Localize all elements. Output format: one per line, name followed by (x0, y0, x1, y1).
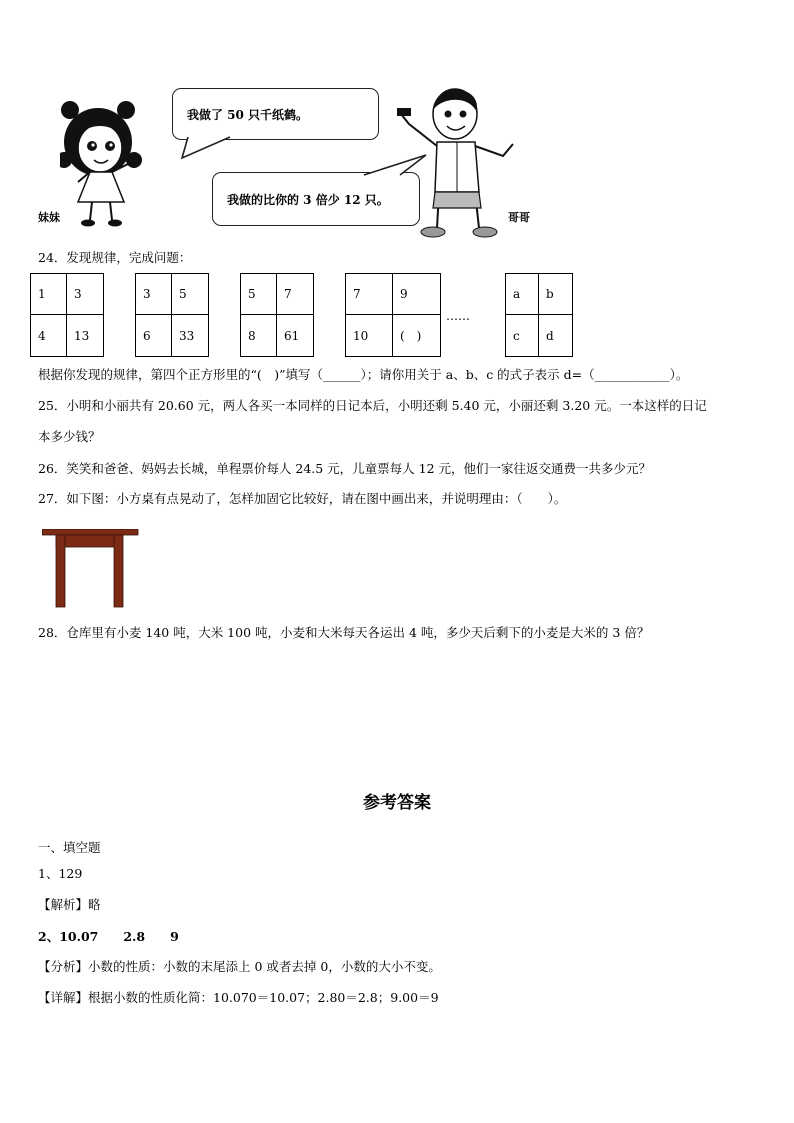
question-26: 26．笑笑和爸爸、妈妈去长城，单程票价每人 24.5 元，儿童票每人 12 元，他们一家往返交通费一共多少元？ (38, 461, 652, 476)
answer-2-analysis: 【分析】小数的性质：小数的末尾添上 0 或者去掉 0，小数的大小不变。 (38, 959, 441, 974)
pattern-grid-1 (30, 273, 104, 357)
answers-title: 参考答案 (363, 793, 431, 813)
grid-cell: 9 (393, 274, 440, 315)
wobbly-table-figure (42, 529, 142, 609)
pattern-grid-general (505, 273, 573, 357)
grid-cell: ( ) (400, 329, 422, 343)
question-25-line-2: 本多少钱？ (38, 429, 101, 444)
boy-label: 哥哥 (508, 211, 530, 224)
grid-cell: 10 (346, 315, 393, 356)
pattern-ellipsis: …… (446, 309, 470, 323)
boy-bubble-tail (360, 154, 430, 176)
grid-cell: 33 (179, 328, 195, 343)
question-25-line-1: 25．小明和小丽共有 20.60 元，两人各买一本同样的日记本后，小明还剩 5.40 元，小丽还剩 3.20 元。一本这样的日记 (38, 398, 707, 413)
grid-cell: b (539, 274, 572, 315)
grid-cell: 61 (284, 328, 300, 343)
grid-cell: 1 (31, 274, 67, 315)
grid-cell: a (506, 274, 539, 315)
answer-2-detail: 【详解】根据小数的性质化简：10.070＝10.07；2.80＝2.8；9.00＝9 (38, 990, 439, 1005)
comic-illustration (30, 82, 550, 242)
grid-cell: 7 (277, 274, 313, 315)
grid-cell: 3 (67, 274, 103, 315)
grid-cell: d (546, 328, 554, 343)
grid-cell: 6 (136, 315, 172, 356)
question-24: 24．发现规律，完成问题： (38, 250, 192, 265)
question-28: 28．仓库里有小麦 140 吨，大米 100 吨，小麦和大米每天各运出 4 吨，多少天后剩下的小麦是大米的 3 倍？ (38, 625, 650, 640)
grid-cell: 7 (346, 274, 393, 315)
grid-cell: 3 (136, 274, 172, 315)
boy-speech-bubble (212, 172, 420, 226)
question-27: 27．如下图：小方桌有点晃动了，怎样加固它比较好，请在图中画出来，并说明理由：（ ）。 (38, 491, 567, 506)
grid-cell: 13 (74, 328, 90, 343)
grid-cell: 5 (172, 274, 208, 315)
girl-speech-text: 我做了 50 只千纸鹤。 (187, 107, 309, 122)
grid-cell: 8 (241, 315, 277, 356)
answer-1: 1、129 (38, 866, 83, 881)
grid-cell: 4 (31, 315, 67, 356)
grid-cell: 5 (241, 274, 277, 315)
girl-figure (60, 90, 180, 230)
girl-bubble-tail (180, 136, 250, 160)
answer-1-note: 【解析】略 (38, 897, 101, 912)
answer-2: 2、10.07 2.8 9 (38, 929, 179, 944)
girl-label: 妹妹 (38, 211, 60, 224)
grid-cell: c (506, 315, 539, 356)
girl-speech-bubble (172, 88, 379, 140)
boy-speech-text: 我做的比你的 3 倍少 12 只。 (227, 192, 389, 207)
pattern-grid-4 (345, 273, 441, 357)
pattern-grid-3 (240, 273, 314, 357)
question-24-prompt: 根据你发现的规律，第四个正方形里的“( )”填写（______）；请你用关于 a、b、c 的式子表示 d=（____________）。 (38, 367, 689, 382)
answers-section-heading: 一、填空题 (38, 840, 101, 855)
pattern-grid-2 (135, 273, 209, 357)
